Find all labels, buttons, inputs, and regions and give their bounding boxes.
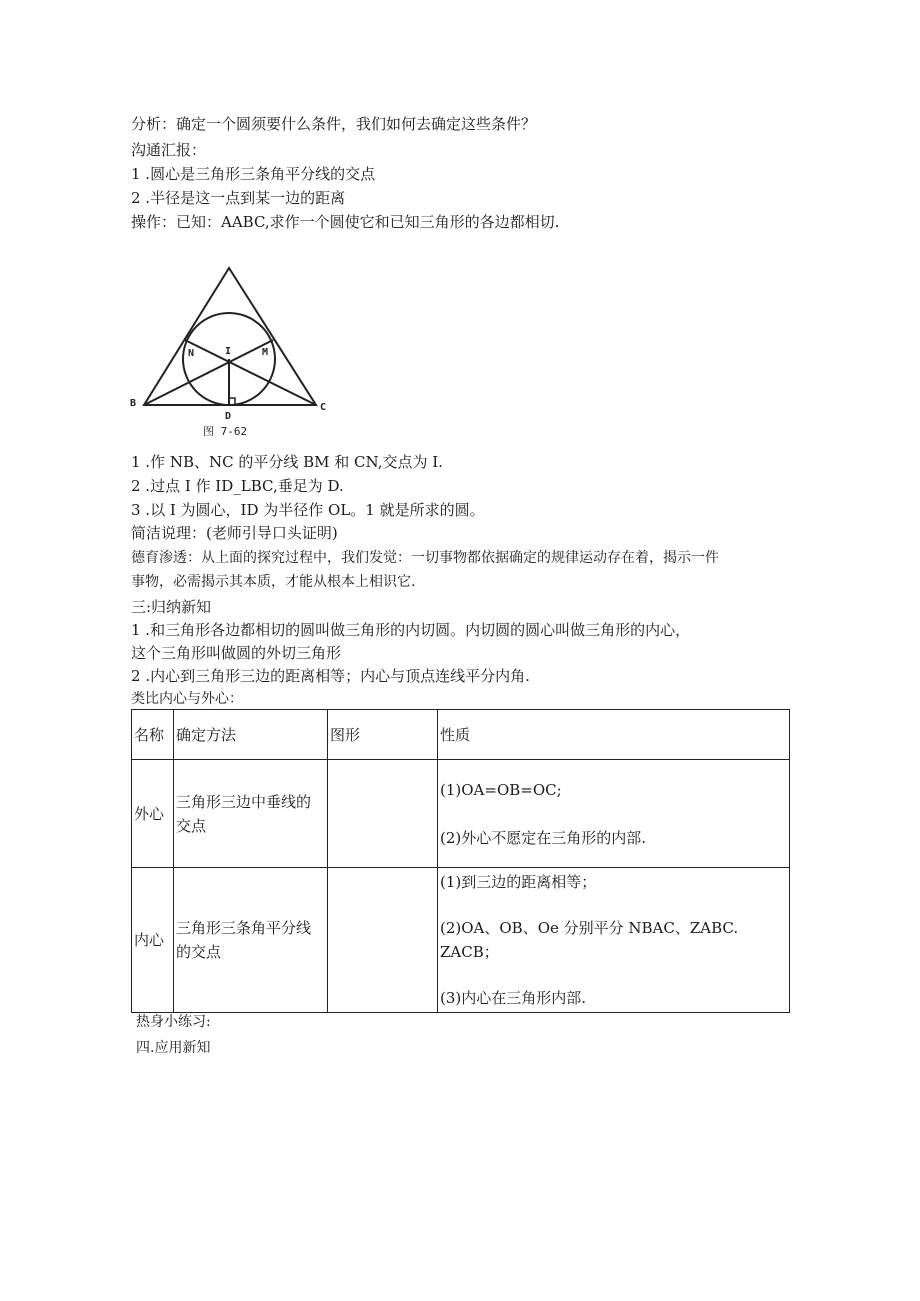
figure-caption: 图 7-62 (203, 425, 248, 438)
report-heading: 沟通汇报： (131, 141, 207, 159)
moral-text-line2: 事物，必需揭示其本质，才能从根本上相识它. (131, 574, 416, 590)
property-item: (1)到三边的距离相等； (440, 873, 597, 891)
label-i: I (225, 346, 232, 357)
operation-text: 操作：已知：AABC,求作一个圆使它和已知三角形的各边都相切. (131, 213, 560, 231)
definition-1-line2: 这个三角形叫做圆的外切三角形 (131, 644, 342, 662)
explanation-text: 简洁说理：(老师引导口头证明) (131, 524, 338, 542)
table-header-row (132, 710, 790, 760)
moral-text-line1: 德育渗透：从上面的探究过程中，我们发觉：一切事物都依据确定的规律运动存在着，揭示一件 (131, 550, 719, 566)
row-figure-circumcenter (328, 760, 438, 868)
section4-title: 四.应用新知 (136, 1040, 211, 1056)
row-name-incenter: 内心 (132, 868, 174, 1013)
table-row (132, 868, 790, 1013)
warmup-heading: 热身小练习: (136, 1014, 211, 1030)
property-item: (2)OA、OB、Oe 分别平分 NBAC、ZABC. (440, 919, 739, 937)
label-b: B (130, 398, 137, 409)
section3-title: 三:归纳新知 (131, 598, 212, 616)
label-d: D (225, 411, 232, 422)
property-item: (2)外心不愿定在三角形的内部. (440, 828, 647, 847)
report-item-2: 2 .半径是这一点到某一边的距离 (131, 189, 346, 207)
header-properties: 性质 (438, 710, 790, 760)
row-properties-incenter (438, 868, 790, 1013)
row-name-circumcenter: 外心 (132, 760, 174, 868)
step-1: 1 .作 NB、NC 的平分线 BM 和 CN,交点为 I. (131, 453, 443, 471)
report-item-1: 1 .圆心是三角形三条角平分线的交点 (131, 165, 376, 183)
label-c: C (320, 402, 327, 413)
header-figure: 图形 (328, 710, 438, 760)
comparison-table (131, 709, 790, 1013)
compare-title: 类比内心与外心： (131, 691, 243, 707)
step-3: 3 .以 I 为圆心，ID 为半径作 OL。1 就是所求的圆。 (131, 501, 485, 519)
row-method-incenter: 三角形三条角平分线的交点 (174, 868, 328, 1013)
definition-1-line1: 1 .和三角形各边都相切的圆叫做三角形的内切圆。内切圆的圆心叫做三角形的内心， (131, 621, 691, 639)
label-m: M (262, 347, 269, 358)
row-figure-incenter (328, 868, 438, 1013)
header-method: 确定方法 (174, 710, 328, 760)
property-item: (3)内心在三角形内部. (440, 989, 587, 1007)
row-method-circumcenter: 三角形三边中垂线的交点 (174, 760, 328, 868)
header-name: 名称 (132, 710, 174, 760)
property-item: ZACB； (440, 943, 499, 961)
incircle-figure (128, 262, 338, 444)
step-2: 2 .过点 I 作 ID_LBC,垂足为 D. (131, 477, 344, 495)
analysis-text: 分析：确定一个圆须要什么条件，我们如何去确定这些条件？ (131, 115, 537, 133)
label-n: N (188, 348, 195, 359)
table-row (132, 760, 790, 868)
property-item: (1)OA=OB=OC; (440, 780, 562, 799)
row-properties-circumcenter (438, 760, 790, 868)
definition-2: 2 .内心到三角形三边的距离相等；内心与顶点连线平分内角. (131, 667, 530, 685)
